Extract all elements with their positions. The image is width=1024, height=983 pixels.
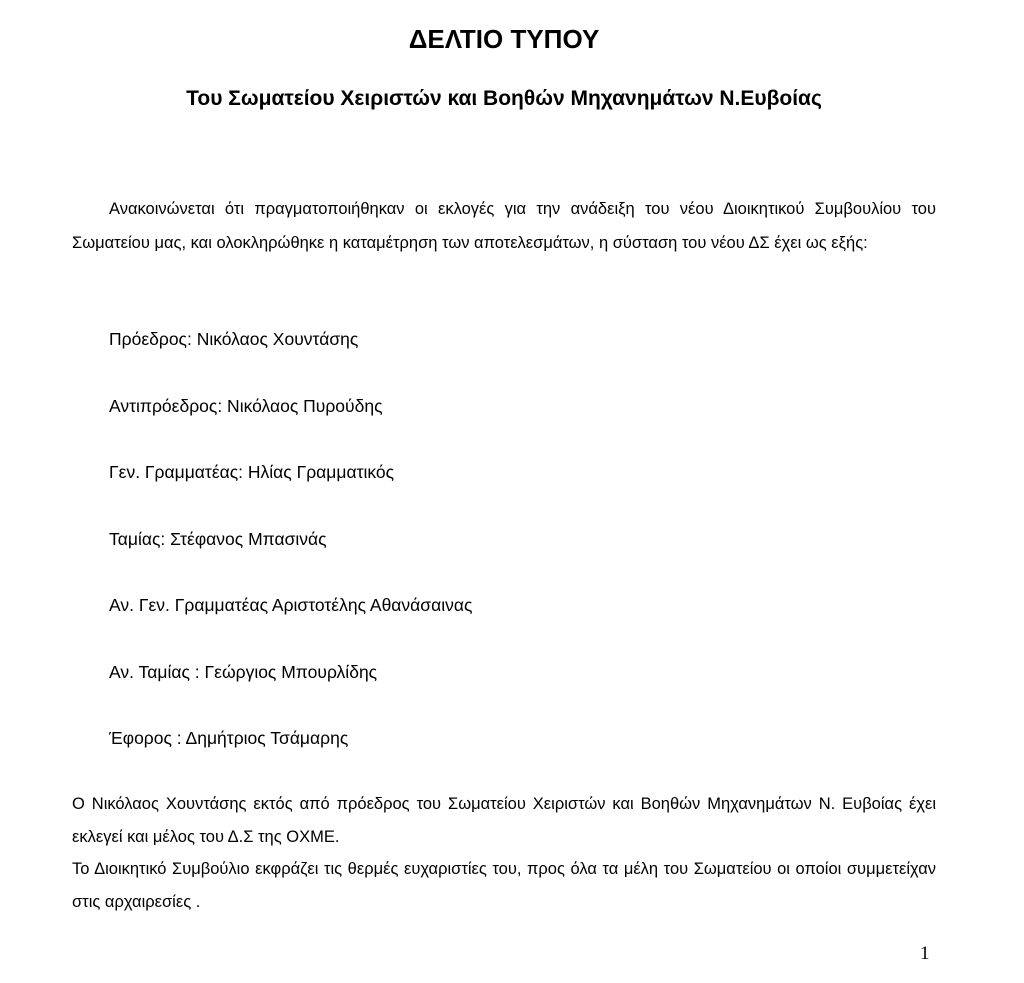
document-subtitle: Του Σωματείου Χειριστών και Βοηθών Μηχανημάτων Ν.Ευβοίας xyxy=(186,87,822,110)
intro-paragraph: Ανακοινώνεται ότι πραγματοποιήθηκαν οι εκλογές για την ανάδειξη του νέου Διοικητικού Συμβουλίου του Σωματείου μας, και ολοκληρώθηκε η καταμέτρηση των αποτελεσμάτων, η σύσταση του νέου ΔΣ έχει ως εξής: xyxy=(72,200,936,252)
board-member-deputy-treasurer: Αν. Ταμίας : Γεώργιος Μπουρλίδης xyxy=(109,661,378,682)
board-member-deputy-general-secretary: Αν. Γεν. Γραμματέας Αριστοτέλης Αθανάσαινας xyxy=(109,595,473,615)
closing-paragraph: Ο Νικόλαος Χουντάσης εκτός από πρόεδρος του Σωματείου Χειριστών και Βοηθών Μηχανημάτων Ν. Ευβοίας έχει εκλεγεί και μέλος του Δ.Σ της ΟΧΜΕ. xyxy=(72,795,936,846)
board-member-president: Πρόεδρος: Νικόλαος Χουντάσης xyxy=(109,329,359,349)
page-number: 1 xyxy=(920,943,930,964)
document-title: ΔΕΛΤΙΟ ΤΥΠΟΥ xyxy=(408,24,600,54)
board-member-general-secretary: Γεν. Γραμματέας: Ηλίας Γραμματικός xyxy=(109,462,395,482)
board-member-auditor: Έφορος : Δημήτριος Τσάμαρης xyxy=(109,728,349,748)
board-members-list xyxy=(109,322,472,788)
board-member-vice-president: Αντιπρόεδρος: Νικόλαος Πυρούδης xyxy=(109,395,383,416)
closing-paragraph: Το Διοικητικό Συμβούλιο εκφράζει τις θερμές ευχαριστίες του, προς όλα τα μέλη του Σωματείου οι οποίοι συμμετείχαν στις αρχαιρεσίες . xyxy=(72,860,936,911)
closing-section xyxy=(72,788,936,918)
board-member-treasurer: Ταμίας: Στέφανος Μπασινάς xyxy=(109,528,327,549)
